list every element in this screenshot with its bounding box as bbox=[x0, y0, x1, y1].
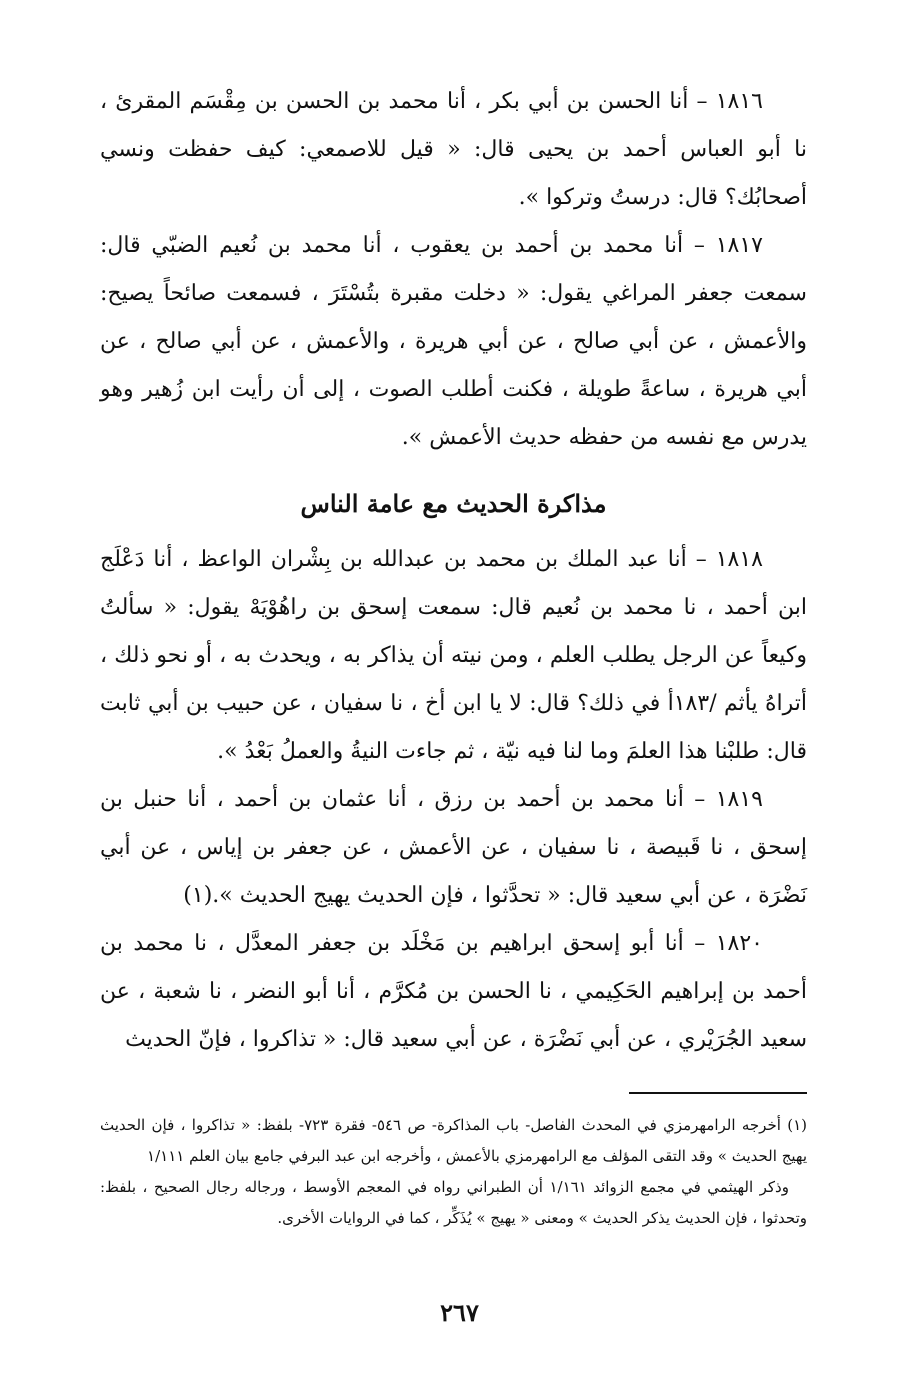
footnote-1-continued: وذكر الهيثمي في مجمع الزوائد ١/١٦١ أن الطبراني رواه في المعجم الأوسط ، ورجاله رجال الصحيح ، بلفظ: وتحدثوا ، فإن الحديث يذكر الحديث » ومعنى « يهيج » يُذَكِّر ، كما في الروايات الأخرى. bbox=[100, 1178, 807, 1227]
hadith-1819: ١٨١٩ – أنا محمد بن أحمد بن رزق ، أنا عثمان بن أحمد ، أنا حنبل بن إسحق ، نا قَبيصة ، نا سفيان ، عن الأعمش ، عن جعفر بن إياس ، عن أبي نَضْرَة ، عن أبي سعيد قال: « تحدَّثوا ، فإن الحديث يهيج الحديث ».(١) bbox=[100, 787, 807, 908]
hadith-1816: ١٨١٦ – أنا الحسن بن أبي بكر ، أنا محمد بن الحسن بن مِقْسَم المقرئ ، نا أبو العباس أحمد بن يحيى قال: « قيل للاصمعي: كيف حفظت ونسي أصحابُك؟ قال: درستُ وتركوا ». bbox=[100, 89, 807, 210]
hadith-1820: ١٨٢٠ – أنا أبو إسحق ابراهيم بن مَخْلَد بن جعفر المعدَّل ، نا محمد بن أحمد بن إبراهيم الحَكِيمي ، نا الحسن بن مُكرَّم ، أنا أبو النضر ، نا شعبة ، عن سعيد الجُرَيْري ، عن أبي نَضْرَة ، عن أبي سعيد قال: « تذاكروا ، فإنّ الحديث bbox=[100, 931, 807, 1052]
footnote-divider bbox=[629, 1092, 807, 1094]
hadith-1818: ١٨١٨ – أنا عبد الملك بن محمد بن عبدالله بن بِشْران الواعظ ، أنا دَعْلَج ابن أحمد ، نا محمد بن نُعيم قال: سمعت إسحق بن راهُوْيَهْ يقول: « سألتُ وكيعاً عن الرجل يطلب العلم ، ومن نيته أن يذاكر به ، ويحدث به ، أو نحو ذلك ، أتراهُ يأثم /١٨٣أ في ذلك؟ قال: لا يا ابن أخ ، نا سفيان ، عن حبيب بن أبي ثابت قال: طلبْنا هذا العلمَ وما لنا فيه نيّة ، ثم جاءت النيةُ والعملُ بَعْدُ ». bbox=[100, 547, 807, 764]
page-body bbox=[100, 78, 807, 1234]
hadith-1817: ١٨١٧ – أنا محمد بن أحمد بن يعقوب ، أنا محمد بن نُعيم الضبّي قال: سمعت جعفر المراغي يقول: « دخلت مقبرة بتُسْتَرَ ، فسمعت صائحاً يصيح: والأعمش ، عن أبي صالح ، عن أبي هريرة ، والأعمش ، عن أبي صالح ، عن أبي هريرة ، ساعةً طويلة ، فكنت أطلب الصوت ، إلى أن رأيت ابن زُهير وهو يدرس مع نفسه من حفظه حديث الأعمش ». bbox=[100, 233, 807, 450]
page-number: ٢٦٧ bbox=[440, 1298, 479, 1327]
footnote-1: (١) أخرجه الرامهرمزي في المحدث الفاصل- باب المذاكرة- ص ٥٤٦- فقرة ٧٢٣- بلفظ: « تذاكروا ، فإن الحديث يهيج الحديث » وقد التقى المؤلف مع الرامهرمزي بالأعمش ، وأخرجه ابن عبد البرفي جامع بيان العلم ١/١١١ bbox=[100, 1116, 808, 1165]
section-heading: مذاكرة الحديث مع عامة الناس bbox=[300, 489, 607, 518]
